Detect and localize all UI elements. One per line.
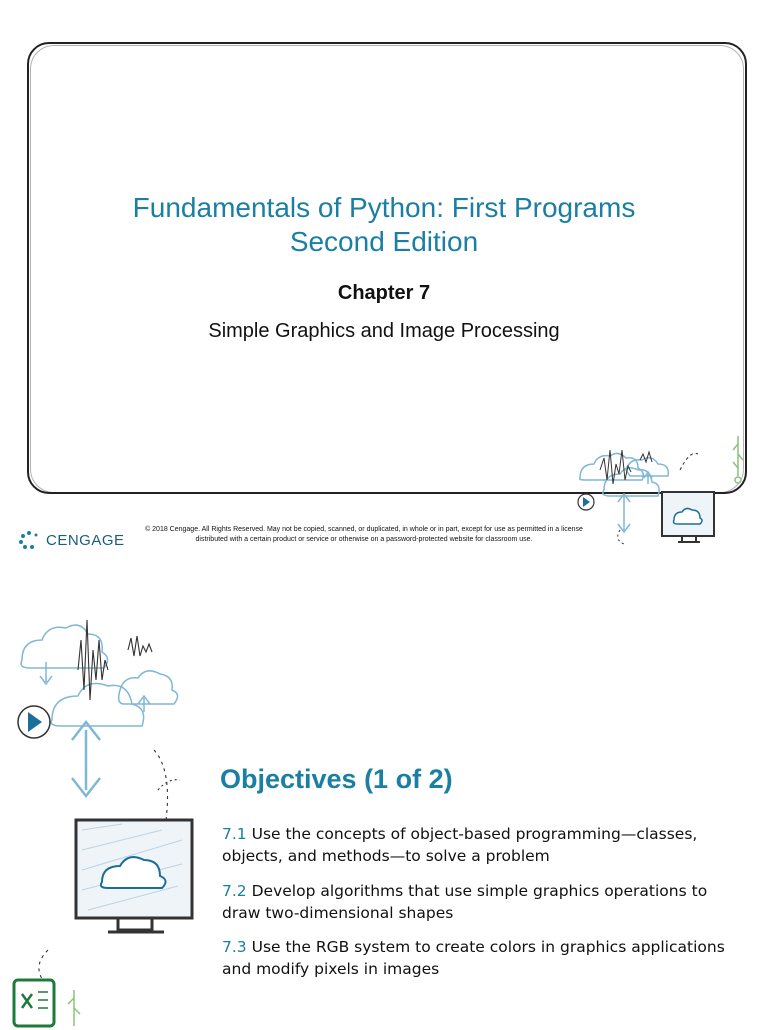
cengage-logo (18, 530, 125, 550)
objectives-slide (0, 580, 768, 1024)
book-edition: Second Edition (289, 226, 479, 257)
cloud-waveform-illustration (8, 600, 208, 1030)
book-title: Fundamentals of Python: First Programs (132, 192, 636, 223)
objective-text: Use the RGB system to create colors in graphics applications and modify pixels in images (222, 938, 725, 978)
slide-frame (27, 42, 747, 494)
cengage-logo-text: CENGAGE (46, 531, 125, 549)
objective-item (222, 936, 742, 980)
cloud-waveform-illustration-small (570, 430, 760, 560)
chapter-title: Simple Graphics and Image Processing (208, 320, 560, 342)
cengage-logo-icon (18, 530, 40, 550)
objective-number: 7.1 (222, 825, 247, 843)
objective-item (222, 823, 742, 867)
objective-text: Use the concepts of object-based programming—classes, objects, and methods—to solve a problem (222, 825, 698, 865)
chapter-number: Chapter 7 (337, 282, 431, 304)
objective-number: 7.2 (222, 882, 247, 900)
objective-item (222, 880, 742, 924)
objective-text: Develop algorithms that use simple graphics operations to draw two-dimensional shapes (222, 882, 708, 922)
objective-number: 7.3 (222, 938, 247, 956)
objectives-heading: Objectives (1 of 2) (220, 764, 453, 794)
copyright-notice: © 2018 Cengage. All Rights Reserved. May not be copied, scanned, or duplicated, in whole or in part, except for use as permitted in a license distributed with a certain product or service or otherwise on a password-protected website for classroom use. (145, 526, 583, 543)
